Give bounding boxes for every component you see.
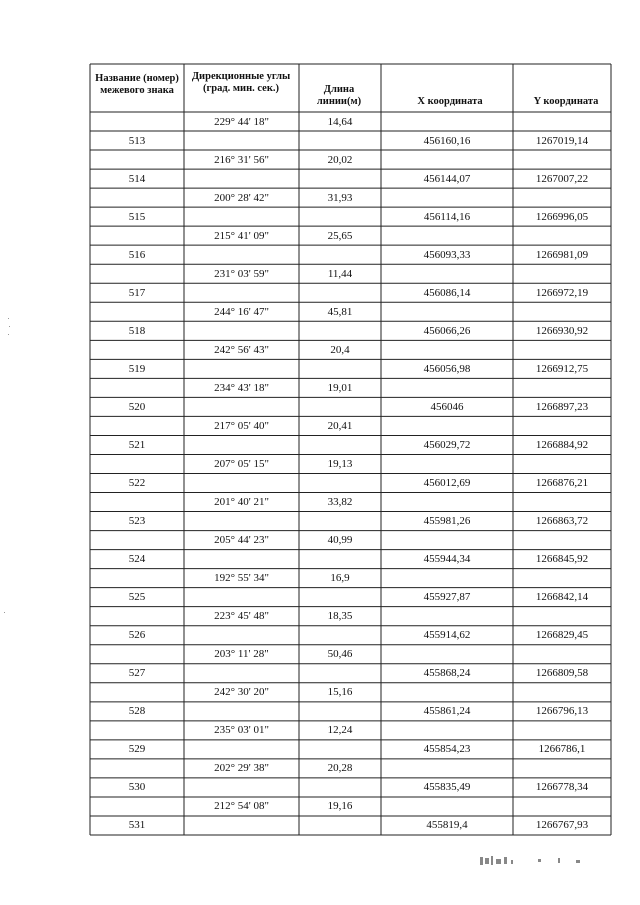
point-x: 456144,07 (423, 172, 471, 185)
point-name: 526 (128, 629, 146, 642)
segment-length: 19,16 (327, 800, 353, 813)
segment-length: 19,01 (327, 381, 353, 394)
point-x: 455927,87 (423, 591, 471, 604)
point-x: 456012,69 (423, 477, 471, 489)
point-x: 456029,72 (423, 438, 471, 451)
segment-angle: 200° 28' 42" (214, 191, 269, 204)
point-y: 1266897,23 (535, 400, 589, 413)
point-name: 522 (128, 477, 146, 489)
point-name: 523 (128, 515, 146, 528)
segment-angle: 215° 41' 09" (214, 229, 269, 242)
point-name: 531 (128, 819, 146, 832)
segment-length: 15,16 (327, 686, 353, 699)
point-x: 455868,24 (423, 667, 471, 680)
point-name: 514 (128, 172, 146, 185)
point-y: 1266981,09 (535, 248, 589, 261)
segment-angle: 212° 54' 08" (214, 800, 269, 813)
point-y: 1266996,05 (535, 210, 589, 223)
segment-length: 20,02 (327, 153, 353, 166)
point-x: 455854,23 (423, 743, 471, 756)
point-x: 455944,34 (423, 553, 471, 566)
point-y: 1266912,75 (535, 362, 589, 375)
header-x: X координата (417, 96, 483, 107)
segment-angle: 205° 44' 23" (214, 534, 269, 547)
segment-length: 50,46 (327, 648, 353, 661)
segment-angle: 192° 55' 34" (214, 572, 269, 585)
point-y: 1267007,22 (535, 172, 589, 185)
segment-length: 19,13 (327, 457, 353, 470)
segment-angle: 234° 43' 18" (214, 381, 269, 394)
segment-angle: 216° 31' 56" (214, 153, 269, 166)
segment-angle: 207° 05' 15" (214, 457, 269, 470)
scan-speck (9, 326, 10, 327)
point-y: 1266778,34 (535, 781, 589, 794)
point-x: 456066,26 (423, 324, 471, 337)
segment-length: 33,82 (327, 496, 353, 509)
point-x: 455835,49 (423, 781, 471, 794)
segment-length: 14,64 (327, 115, 353, 128)
point-y: 1266845,92 (535, 553, 589, 566)
segment-angle: 231° 03' 59" (214, 267, 269, 280)
header-y: Y координата (533, 96, 599, 107)
point-name: 528 (128, 705, 146, 718)
point-name: 524 (128, 553, 146, 566)
point-x: 455861,24 (423, 705, 471, 718)
segment-angle: 229° 44' 18" (214, 115, 269, 128)
segment-length: 31,93 (327, 191, 353, 204)
segment-angle: 242° 30' 20" (214, 686, 269, 699)
point-x: 456046 (430, 400, 464, 413)
point-y: 1266796,13 (535, 705, 589, 718)
point-name: 519 (128, 362, 146, 375)
segment-length: 18,35 (327, 610, 353, 623)
point-x: 456093,33 (423, 248, 471, 261)
point-x: 456160,16 (423, 134, 471, 147)
segment-length: 12,24 (327, 724, 353, 737)
header-length: Длина линии(м) (316, 84, 362, 107)
segment-angle: 244° 16' 47" (214, 305, 269, 318)
segment-length: 20,41 (327, 419, 353, 432)
scan-speck (8, 334, 9, 335)
point-y: 1266930,92 (535, 324, 589, 337)
point-name: 527 (128, 667, 146, 680)
point-name: 525 (128, 591, 146, 604)
point-x: 455914,62 (423, 629, 471, 642)
point-y: 1266972,19 (535, 286, 589, 299)
point-y: 1266829,45 (535, 629, 589, 642)
point-y: 1266884,92 (535, 438, 589, 451)
point-name: 529 (128, 743, 146, 756)
segment-angle: 201° 40' 21" (214, 496, 269, 509)
segment-angle: 242° 56' 43" (214, 343, 269, 356)
segment-length: 20,4 (330, 343, 350, 356)
header-name: Название (номер) межевого знака (95, 73, 179, 96)
point-name: 530 (128, 781, 146, 794)
point-y: 1266876,21 (535, 477, 589, 489)
point-name: 513 (128, 134, 146, 147)
point-name: 518 (128, 324, 146, 337)
point-y: 1266786,1 (538, 743, 586, 756)
segment-angle: 223° 45' 48" (214, 610, 269, 623)
point-name: 517 (128, 286, 146, 299)
segment-length: 11,44 (327, 267, 353, 280)
point-name: 521 (128, 438, 146, 451)
segment-length: 20,28 (327, 762, 353, 775)
point-x: 455981,26 (423, 515, 471, 528)
stamp-mark (478, 851, 596, 871)
point-x: 456086,14 (423, 286, 471, 299)
scan-speck (4, 612, 5, 613)
point-y: 1267019,14 (535, 134, 589, 147)
point-name: 515 (128, 210, 146, 223)
header-angles: Дирекционные углы (град. мин. сек.) (191, 71, 291, 94)
point-x: 455819,4 (426, 819, 468, 832)
segment-length: 40,99 (327, 534, 353, 547)
point-y: 1266767,93 (535, 819, 589, 832)
segment-length: 25,65 (327, 229, 353, 242)
point-x: 456114,16 (423, 210, 471, 223)
segment-angle: 217° 05' 40" (214, 419, 269, 432)
point-y: 1266809,58 (535, 667, 589, 680)
point-y: 1266842,14 (535, 591, 589, 604)
point-name: 516 (128, 248, 146, 261)
scan-speck (8, 318, 9, 319)
segment-angle: 203° 11' 28" (214, 648, 269, 661)
point-y: 1266863,72 (535, 515, 589, 528)
segment-angle: 235° 03' 01" (214, 724, 269, 737)
point-x: 456056,98 (423, 362, 471, 375)
point-name: 520 (128, 400, 146, 413)
segment-length: 16,9 (330, 572, 350, 585)
segment-angle: 202° 29' 38" (214, 762, 269, 775)
segment-length: 45,81 (327, 305, 353, 318)
